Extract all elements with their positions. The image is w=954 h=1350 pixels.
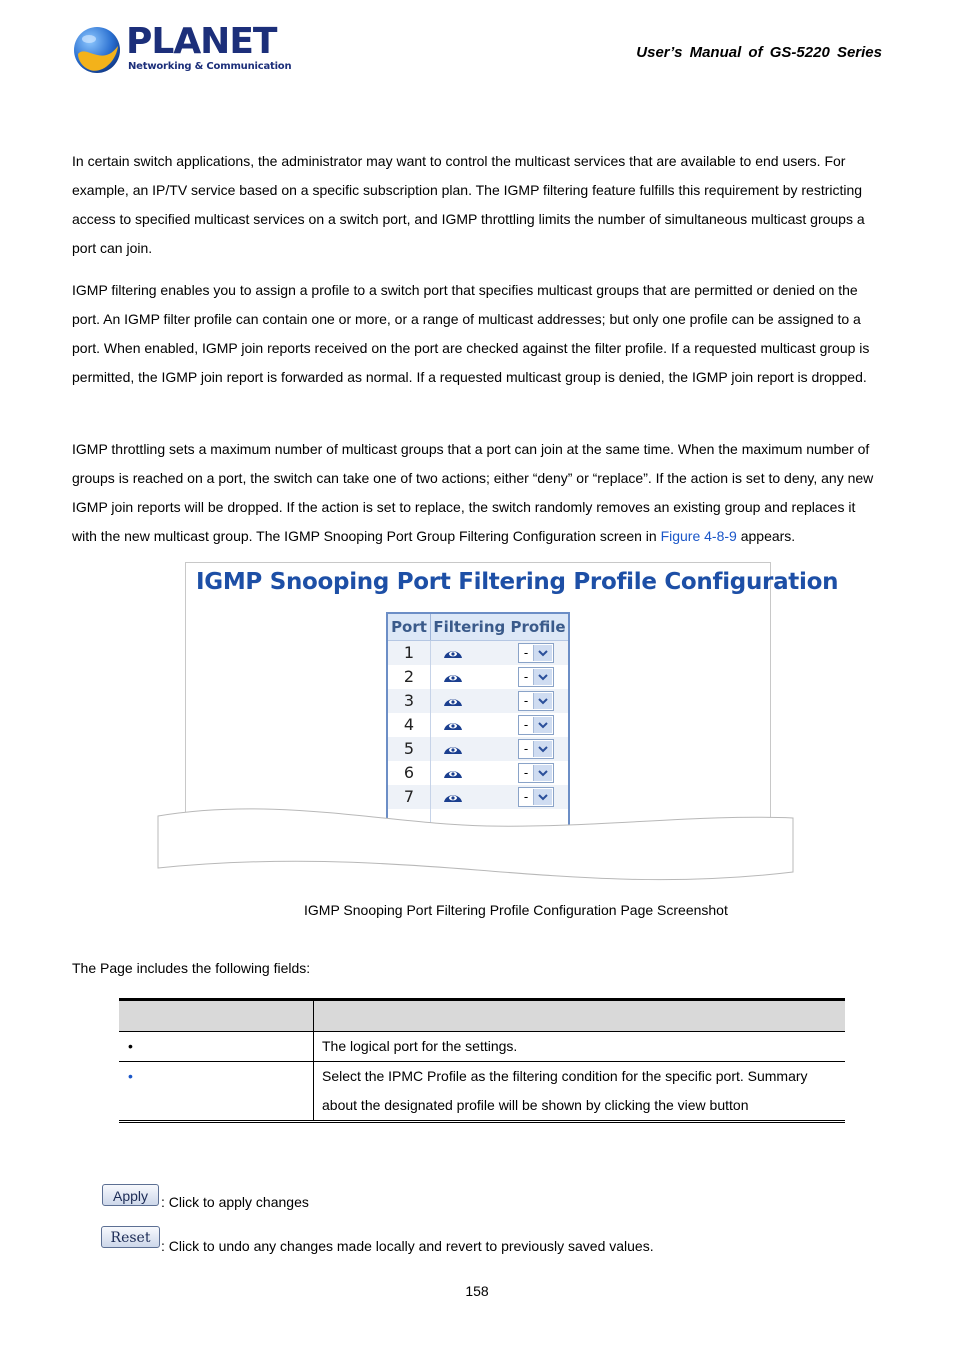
table-row: [388, 689, 568, 713]
config-screenshot: [185, 562, 839, 823]
table-header: [388, 614, 568, 641]
profile-select[interactable]: [518, 763, 554, 783]
paragraph-igmp-throttling: [72, 435, 884, 551]
paragraph-igmp-filtering: IGMP filtering enables you to assign a profile to a switch port that specifies multicast groups that are permitted or denied on the port. An IGMP filter profile can contain one or more, or a range of multicast addresses; but only one profile can be assigned to a port. When enabled, IGMP join reports received on the port are checked against the filter profile. If a requested multicast group is permitted, the IGMP join report is forwarded as normal. If a requested multicast group is denied, the IGMP join report is dropped.: [72, 282, 870, 385]
logo-tagline: Networking & Communication: [128, 61, 292, 72]
chevron-down-icon[interactable]: [533, 741, 552, 757]
view-profile-icon[interactable]: [443, 719, 463, 731]
header-description-cell: [314, 1000, 846, 1032]
port-number: 5: [388, 737, 431, 761]
page-number: 158: [465, 1283, 489, 1299]
table-row: [388, 713, 568, 737]
profile-select-value: -: [523, 669, 529, 684]
table-row: [388, 665, 568, 689]
field-description: The logical port for the settings.: [314, 1032, 846, 1062]
view-profile-icon[interactable]: [443, 743, 463, 755]
chevron-down-icon[interactable]: [533, 693, 552, 709]
field-description: Select the IPMC Profile as the filtering condition for the specific port. Summary about the designated profile will be shown by clicking the view button: [314, 1062, 846, 1122]
profile-select[interactable]: [518, 715, 554, 735]
bullet-icon: •: [128, 1038, 133, 1054]
globe-icon: [72, 24, 122, 76]
chevron-down-icon[interactable]: [533, 717, 552, 733]
reset-button[interactable]: Reset: [101, 1226, 160, 1248]
fields-intro: The Page includes the following fields:: [72, 960, 311, 976]
profile-select-value: -: [523, 645, 529, 660]
chevron-down-icon[interactable]: [533, 765, 552, 781]
paragraph-intro: In certain switch applications, the administrator may want to control the multicast services that are available to end users. For example, an IP/TV service based on a specific subscription plan. The IGMP filtering feature fulfills this requirement by restricting access to specified multicast services on a switch port, and IGMP throttling limits the number of simultaneous multicast groups a port can join.: [72, 153, 865, 256]
profile-select[interactable]: [518, 643, 554, 663]
profile-select-value: -: [523, 741, 529, 756]
table-row: [388, 737, 568, 761]
table-row: [388, 641, 568, 665]
table-row: [119, 1062, 845, 1122]
paragraph-throttling-text: IGMP throttling sets a maximum number of multicast groups that a port can join at the same time. When the maximum number of groups is reached on a port, the switch can take one of two actions; either “deny” or “replace”. If the action is set to deny, any new IGMP join reports will be dropped. If the action is set to replace, the switch randomly removes an existing group and replaces it with the new multicast group. The IGMP Snooping Port Group Filtering Configuration screen in: [72, 441, 874, 544]
view-profile-icon[interactable]: [443, 767, 463, 779]
profile-select-value: -: [523, 717, 529, 732]
planet-logo: [72, 21, 292, 78]
profile-select[interactable]: [518, 739, 554, 759]
chevron-down-icon[interactable]: [533, 645, 552, 661]
port-number: 7: [388, 785, 431, 809]
screenshot-title: IGMP Snooping Port Filtering Profile Configuration: [196, 569, 839, 595]
port-number: 2: [388, 665, 431, 689]
apply-button[interactable]: Apply: [102, 1184, 159, 1206]
view-profile-icon[interactable]: [443, 695, 463, 707]
port-rows: [388, 641, 568, 809]
table-row: [388, 761, 568, 785]
port-number: 4: [388, 713, 431, 737]
paragraph-throttling-after: appears.: [736, 528, 796, 544]
port-number: 6: [388, 761, 431, 785]
profile-select[interactable]: [518, 691, 554, 711]
manual-title: User’s Manual of GS-5220 Series: [636, 44, 882, 61]
column-port: Port: [388, 614, 431, 640]
port-number: 3: [388, 689, 431, 713]
port-number: 1: [388, 641, 431, 665]
profile-select-value: -: [523, 765, 529, 780]
bullet-icon: •: [128, 1068, 133, 1084]
view-profile-icon[interactable]: [443, 671, 463, 683]
fields-table-header: [119, 1000, 845, 1032]
apply-description: : Click to apply changes: [161, 1194, 309, 1210]
column-filtering-profile: Filtering Profile: [433, 618, 566, 636]
header-object-cell: [119, 1000, 314, 1032]
fields-table: [119, 998, 845, 1123]
figure-link[interactable]: Figure 4-8-9: [660, 528, 737, 544]
torn-edge: [157, 800, 797, 884]
chevron-down-icon[interactable]: [533, 669, 552, 685]
figure-caption: IGMP Snooping Port Filtering Profile Configuration Page Screenshot: [304, 902, 728, 918]
table-row: [119, 1032, 845, 1062]
profile-select-value: -: [523, 693, 529, 708]
view-profile-icon[interactable]: [443, 647, 463, 659]
reset-description: : Click to undo any changes made locally and revert to previously saved values.: [161, 1238, 654, 1254]
profile-select[interactable]: [518, 667, 554, 687]
logo-wordmark: PLANET: [126, 21, 277, 62]
profile-select-value: -: [523, 789, 529, 804]
